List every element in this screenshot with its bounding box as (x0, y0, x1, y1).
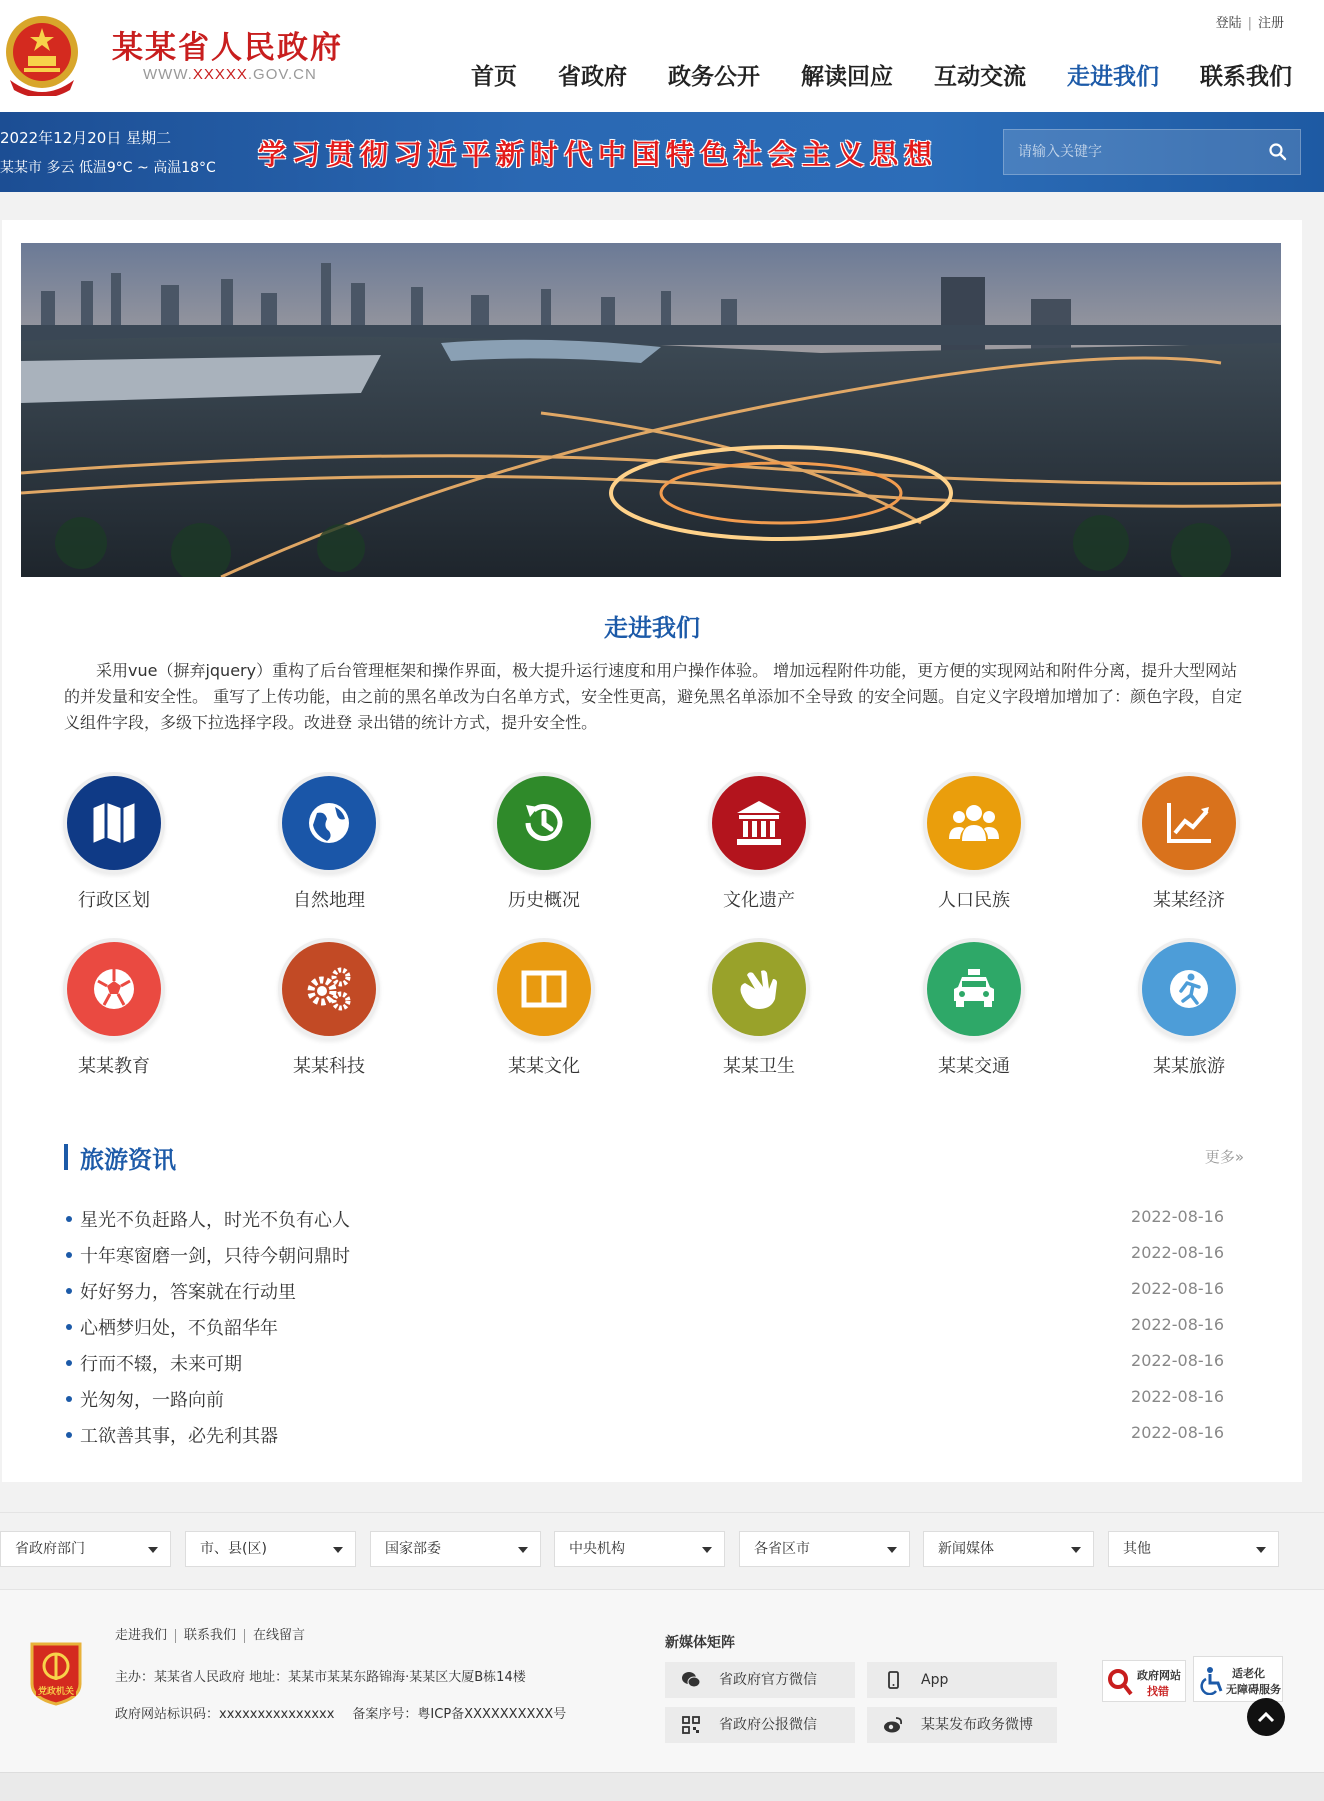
category-label: 文化遗产 (723, 890, 795, 911)
news-title-accent (64, 1144, 68, 1170)
select-news-media[interactable] (923, 1531, 1094, 1567)
accessibility-badge[interactable] (1193, 1656, 1283, 1702)
media-weibo[interactable] (867, 1707, 1057, 1743)
category-label: 某某旅游 (1153, 1056, 1225, 1077)
globe-icon (278, 772, 380, 874)
media-label: 省政府官方微信 (719, 1672, 817, 1688)
map-icon (63, 772, 165, 874)
site-title: 某某省人民政府 (112, 30, 343, 66)
hands-icon (708, 938, 810, 1040)
category-culture[interactable] (464, 938, 624, 1078)
news-item-title[interactable]: 工欲善其事，必先利其器 (80, 1426, 278, 1447)
category-label: 某某交通 (938, 1056, 1010, 1077)
news-item-title[interactable]: 好好努力，答案就在行动里 (80, 1282, 296, 1303)
list-item[interactable] (64, 1242, 1224, 1278)
bullet-icon (66, 1288, 72, 1294)
news-item-title[interactable]: 星光不负赶路人，时光不负有心人 (80, 1210, 350, 1231)
party-government-logo (28, 1640, 84, 1706)
list-item[interactable] (64, 1314, 1224, 1350)
footer-link-message[interactable]: 在线留言 (253, 1628, 306, 1643)
category-label: 自然地理 (293, 890, 365, 911)
select-value: 新闻媒体 (938, 1541, 994, 1557)
chevron-down-icon (1071, 1547, 1081, 1553)
category-transportation[interactable] (894, 938, 1054, 1078)
select-value: 省政府部门 (15, 1541, 85, 1557)
footer-links (115, 1629, 313, 1643)
nav-provincial-government[interactable]: 省政府 (558, 64, 627, 90)
nav-contact-us[interactable]: 联系我们 (1200, 64, 1292, 90)
category-technology[interactable] (249, 938, 409, 1078)
select-national-ministries[interactable] (370, 1531, 541, 1567)
category-cultural-heritage[interactable] (679, 772, 839, 912)
site-url-highlight: XXXXX (192, 66, 248, 83)
nav-interaction[interactable]: 互动交流 (934, 64, 1026, 90)
select-value: 国家部委 (385, 1541, 441, 1557)
media-wechat-bulletin[interactable] (665, 1707, 855, 1743)
chevron-down-icon (887, 1547, 897, 1553)
gears-icon (278, 938, 380, 1040)
chevron-down-icon (702, 1547, 712, 1553)
chevron-down-icon (518, 1547, 528, 1553)
media-label: 某某发布政务微博 (921, 1717, 1033, 1733)
news-header (64, 1140, 1244, 1174)
search-input[interactable] (1004, 130, 1254, 174)
news-item-date: 2022-08-16 (1131, 1207, 1224, 1226)
current-date: 2022年12月20日 星期二 (0, 129, 172, 147)
book-icon (493, 938, 595, 1040)
travel-icon (1138, 938, 1240, 1040)
select-central-agencies[interactable] (554, 1531, 725, 1567)
weather-info: 某某市 多云 低温9°C ~ 高温18°C (0, 160, 216, 176)
bullet-icon (66, 1324, 72, 1330)
category-label: 某某经济 (1153, 890, 1225, 911)
select-value: 其他 (1123, 1541, 1151, 1557)
select-value: 中央机构 (569, 1541, 625, 1557)
news-item-title[interactable]: 心栖梦归处，不负韶华年 (80, 1318, 278, 1339)
weibo-icon (883, 1716, 903, 1734)
news-title: 旅游资讯 (80, 1146, 176, 1174)
category-label: 某某文化 (508, 1056, 580, 1077)
main-content (2, 220, 1302, 1482)
media-label: 省政府公报微信 (719, 1717, 817, 1733)
banner-bar (0, 112, 1324, 192)
news-item-date: 2022-08-16 (1131, 1423, 1224, 1442)
main-nav (430, 58, 1292, 91)
footer-host-info: 主办：某某省人民政府 地址：某某市某某东路锦海·某某区大厦B栋14楼 (115, 1670, 526, 1685)
bullet-icon (66, 1396, 72, 1402)
select-provincial-departments[interactable] (0, 1531, 171, 1567)
news-item-date: 2022-08-16 (1131, 1351, 1224, 1370)
chevron-down-icon (333, 1547, 343, 1553)
chart-icon (1138, 772, 1240, 874)
site-url-prefix: WWW. (143, 66, 193, 83)
select-value: 市、县(区) (200, 1541, 267, 1557)
list-item[interactable] (64, 1278, 1224, 1314)
chevron-down-icon (1256, 1547, 1266, 1553)
site-header (0, 0, 1324, 112)
nav-interpretation[interactable]: 解读回应 (801, 64, 893, 90)
media-label: App (921, 1672, 949, 1688)
badge-text: 适老化 (1232, 1667, 1265, 1680)
category-history[interactable] (464, 772, 624, 912)
top-links (1210, 12, 1290, 31)
new-media-title: 新媒体矩阵 (665, 1635, 735, 1651)
qrcode-icon (681, 1716, 701, 1734)
category-tourism[interactable] (1109, 938, 1269, 1078)
news-more-link[interactable]: 更多» (1204, 1148, 1244, 1166)
badge-text: 找错 (1147, 1685, 1169, 1698)
select-other[interactable] (1108, 1531, 1279, 1567)
city-night-photo (21, 243, 1281, 577)
news-item-date: 2022-08-16 (1131, 1315, 1224, 1334)
badge-text: 政府网站 (1137, 1669, 1181, 1682)
search-icon[interactable] (1268, 142, 1288, 162)
category-label: 某某科技 (293, 1056, 365, 1077)
list-item[interactable] (64, 1206, 1224, 1242)
list-item[interactable] (64, 1350, 1224, 1386)
footer-bottom-bar (0, 1772, 1324, 1801)
site-url-suffix: .GOV.CN (247, 66, 317, 83)
category-education[interactable] (34, 938, 194, 1078)
site-id: 政府网站标识码：xxxxxxxxxxxxxxx (115, 1707, 335, 1722)
taxi-icon (923, 938, 1025, 1040)
about-intro: 采用vue（摒弃jquery）重构了后台管理框架和操作界面，极大提升运行速度和用户操作体验。 增加远程附件功能，更方便的实现网站和附件分离，提升大型网站的并发量和安全性。 重写了上传功能，由之前的黑名单改为白名单方式，安全性更高，避免黑名单添加不全导致 的安全问题。自定义字段增加增加了：颜色字段，自定义组件字段，多级下拉选择字段。改进登 录出错的统计方式，提升安全性。 (64, 661, 1243, 732)
news-item-date: 2022-08-16 (1131, 1243, 1224, 1262)
category-health[interactable] (679, 938, 839, 1078)
site-footer (0, 1590, 1324, 1801)
list-item[interactable] (64, 1386, 1224, 1422)
news-item-title[interactable]: 行而不辍，未来可期 (80, 1354, 242, 1375)
chevron-up-icon (1257, 1711, 1275, 1723)
nav-home[interactable]: 首页 (471, 64, 517, 90)
category-administrative-division[interactable] (34, 772, 194, 912)
footer-link-about[interactable]: 走进我们 (115, 1629, 176, 1643)
icp-number[interactable]: 备案序号：粤ICP备XXXXXXXXXX号 (352, 1707, 567, 1722)
list-item[interactable] (64, 1422, 1224, 1458)
category-label: 某某教育 (78, 1056, 150, 1077)
people-icon (923, 772, 1025, 874)
bullet-icon (66, 1360, 72, 1366)
bullet-icon (66, 1216, 72, 1222)
media-app[interactable] (867, 1662, 1057, 1698)
report-error-badge[interactable] (1102, 1660, 1186, 1702)
category-label: 历史概况 (508, 890, 580, 911)
news-item-title[interactable]: 十年寒窗磨一剑，只待今朝问鼎时 (80, 1246, 350, 1267)
category-label: 行政区划 (78, 890, 150, 911)
search-box (1003, 129, 1301, 175)
login-link[interactable]: 登陆 (1215, 16, 1242, 31)
category-economy[interactable] (1109, 772, 1269, 912)
news-item-date: 2022-08-16 (1131, 1387, 1224, 1406)
category-label: 某某卫生 (723, 1056, 795, 1077)
news-item-title[interactable]: 光匆匆，一路向前 (80, 1390, 224, 1411)
bullet-icon (66, 1252, 72, 1258)
select-value: 各省区市 (754, 1541, 810, 1557)
accessibility-icon (1198, 1665, 1226, 1695)
history-icon (493, 772, 595, 874)
register-link[interactable]: 注册 (1257, 16, 1284, 31)
footer-link-contact[interactable]: 联系我们 (176, 1629, 245, 1643)
nav-government-affairs[interactable]: 政务公开 (668, 64, 760, 90)
select-provinces[interactable] (739, 1531, 910, 1567)
top-links-divider: | (1247, 16, 1252, 31)
news-list (64, 1206, 1224, 1458)
logo-text: 党政机关 (37, 1687, 75, 1697)
category-label: 人口民族 (938, 890, 1010, 911)
magnifier-icon (1107, 1667, 1133, 1697)
mobile-icon (883, 1671, 903, 1689)
banner-slogan: 学习贯彻习近平新时代中国特色社会主义思想 (258, 138, 939, 171)
select-cities-counties[interactable] (185, 1531, 356, 1567)
about-title: 走进我们 (604, 614, 700, 642)
site-url (143, 66, 317, 83)
news-item-date: 2022-08-16 (1131, 1279, 1224, 1298)
footer-ids (115, 1703, 584, 1722)
media-wechat-official[interactable] (665, 1662, 855, 1698)
nav-about-us[interactable]: 走进我们 (1067, 64, 1159, 90)
category-population[interactable] (894, 772, 1054, 912)
category-natural-geography[interactable] (249, 772, 409, 912)
museum-icon (708, 772, 810, 874)
soccer-icon (63, 938, 165, 1040)
related-links-bar (0, 1512, 1324, 1590)
bullet-icon (66, 1432, 72, 1438)
national-emblem-icon (2, 10, 82, 96)
back-to-top-button[interactable] (1247, 1698, 1285, 1736)
wechat-icon (681, 1671, 701, 1689)
badge-text: 无障碍服务 (1226, 1683, 1281, 1696)
chevron-down-icon (148, 1547, 158, 1553)
